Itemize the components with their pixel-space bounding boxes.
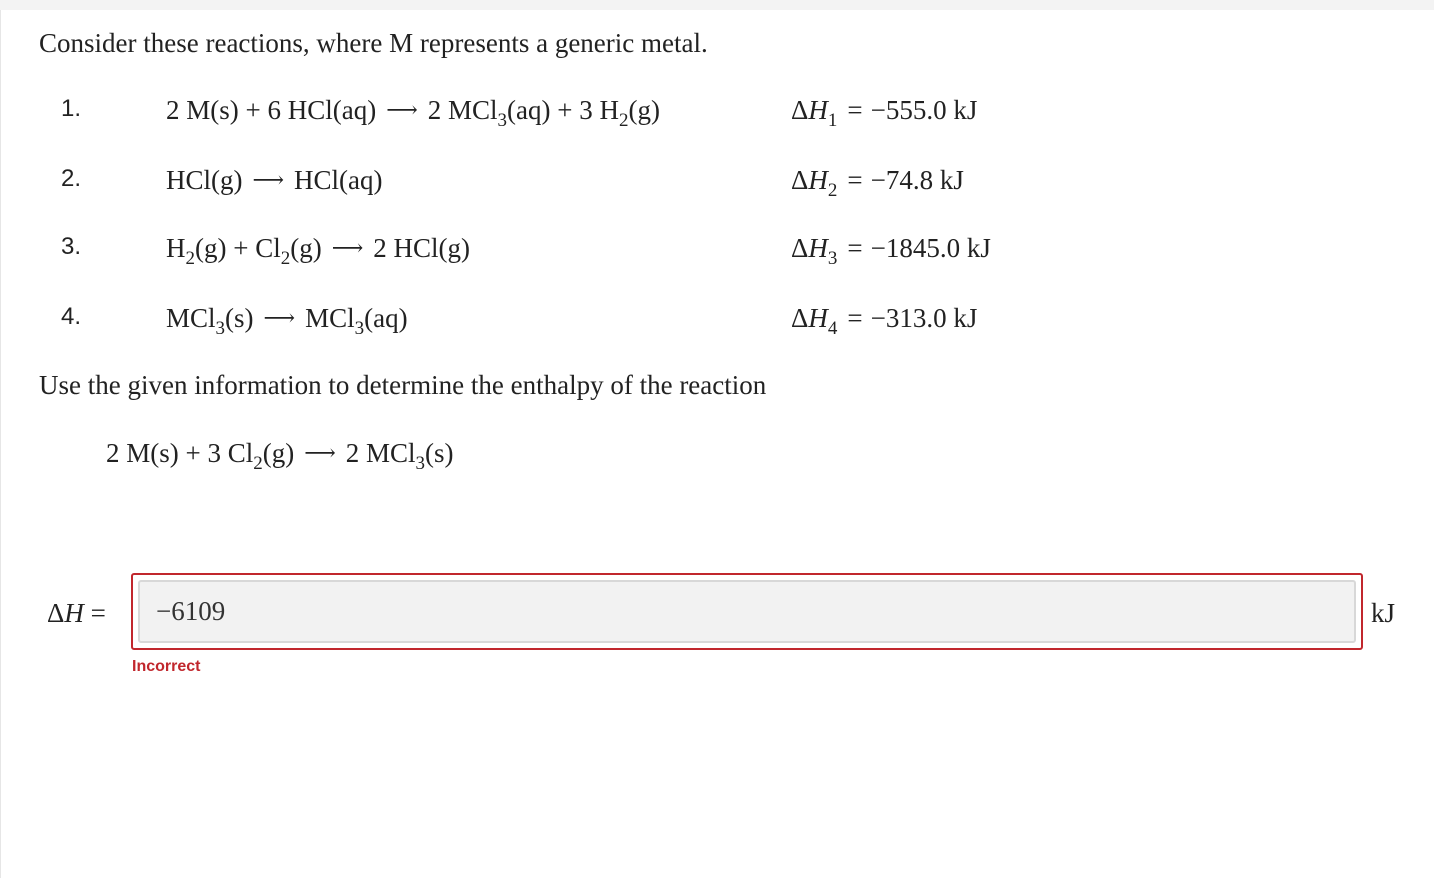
question-panel: [0, 10, 1434, 878]
reaction-number: 1.: [61, 95, 82, 122]
delta-h-value: −313.0 kJ: [870, 303, 978, 333]
reaction-number: 4.: [61, 303, 82, 330]
feedback-incorrect: Incorrect: [132, 658, 201, 675]
intro-text: Consider these reactions, where M represents a generic metal.: [39, 28, 708, 58]
reaction-equation: [166, 95, 660, 131]
enthalpy-value: $\Delta H_1 = -555.0$ kJ: [791, 95, 978, 131]
enthalpy-value: $\Delta H_2 = -74.8$ kJ: [791, 165, 964, 201]
answer-field-frame[interactable]: [131, 573, 1363, 650]
answer-label: ΔH =: [47, 598, 106, 628]
delta-h-value: −74.8 kJ: [870, 165, 964, 195]
answer-unit: kJ: [1371, 598, 1396, 628]
products: 2 MCl$_3$(s): [345, 438, 454, 474]
reaction-arrow-icon: ⟶: [252, 167, 285, 192]
target-reaction: [106, 438, 454, 474]
enthalpy-value: $\Delta H_4 = -313.0$ kJ: [791, 303, 978, 339]
delta-h-symbol: $\Delta H_2$: [791, 165, 838, 201]
reaction-arrow-icon: ⟶: [304, 440, 336, 465]
reaction-equation: [166, 165, 383, 196]
reaction-arrow-icon: ⟶: [386, 97, 418, 122]
reaction-row-1: [1, 95, 1201, 135]
reaction-equation: [166, 233, 471, 269]
products: HCl(aq): [294, 165, 383, 195]
delta-h-symbol: $\Delta H_4$: [791, 303, 838, 339]
reactants: MCl$_3$(s): [166, 303, 254, 339]
delta-h-value: −1845.0 kJ: [870, 233, 991, 263]
reaction-equation: [166, 303, 408, 339]
delta-h-symbol: $\Delta H_3$: [791, 233, 838, 269]
products: 2 HCl(g): [373, 233, 471, 263]
enthalpy-value: $\Delta H_3 = -1845.0$ kJ: [791, 233, 991, 269]
reaction-number: 3.: [61, 233, 82, 260]
answer-input[interactable]: −6109: [138, 580, 1356, 643]
reaction-arrow-icon: ⟶: [263, 305, 296, 330]
delta-h-value: −555.0 kJ: [870, 95, 978, 125]
reactants: HCl(g): [166, 165, 243, 195]
reaction-row-3: [1, 233, 1201, 273]
question-text: Use the given information to determine the enthalpy of the reaction: [39, 370, 767, 400]
delta-h-symbol: $\Delta H_1$: [791, 95, 838, 131]
reactants: 2 M(s) + 6 HCl(aq): [166, 95, 377, 125]
reactants: $H_2(g) + Cl_2(g)$: [166, 233, 322, 269]
products: 2 MCl$_3$(aq) + 3 $H_2(g)$: [427, 95, 660, 131]
reaction-row-2: [1, 165, 1201, 205]
reaction-row-4: [1, 303, 1201, 343]
products: MCl$_3$(aq): [305, 303, 408, 339]
reactants: 2 M(s) + 3 $Cl_2(g)$: [106, 438, 295, 474]
reaction-number: 2.: [61, 165, 82, 192]
reaction-arrow-icon: ⟶: [331, 235, 364, 260]
